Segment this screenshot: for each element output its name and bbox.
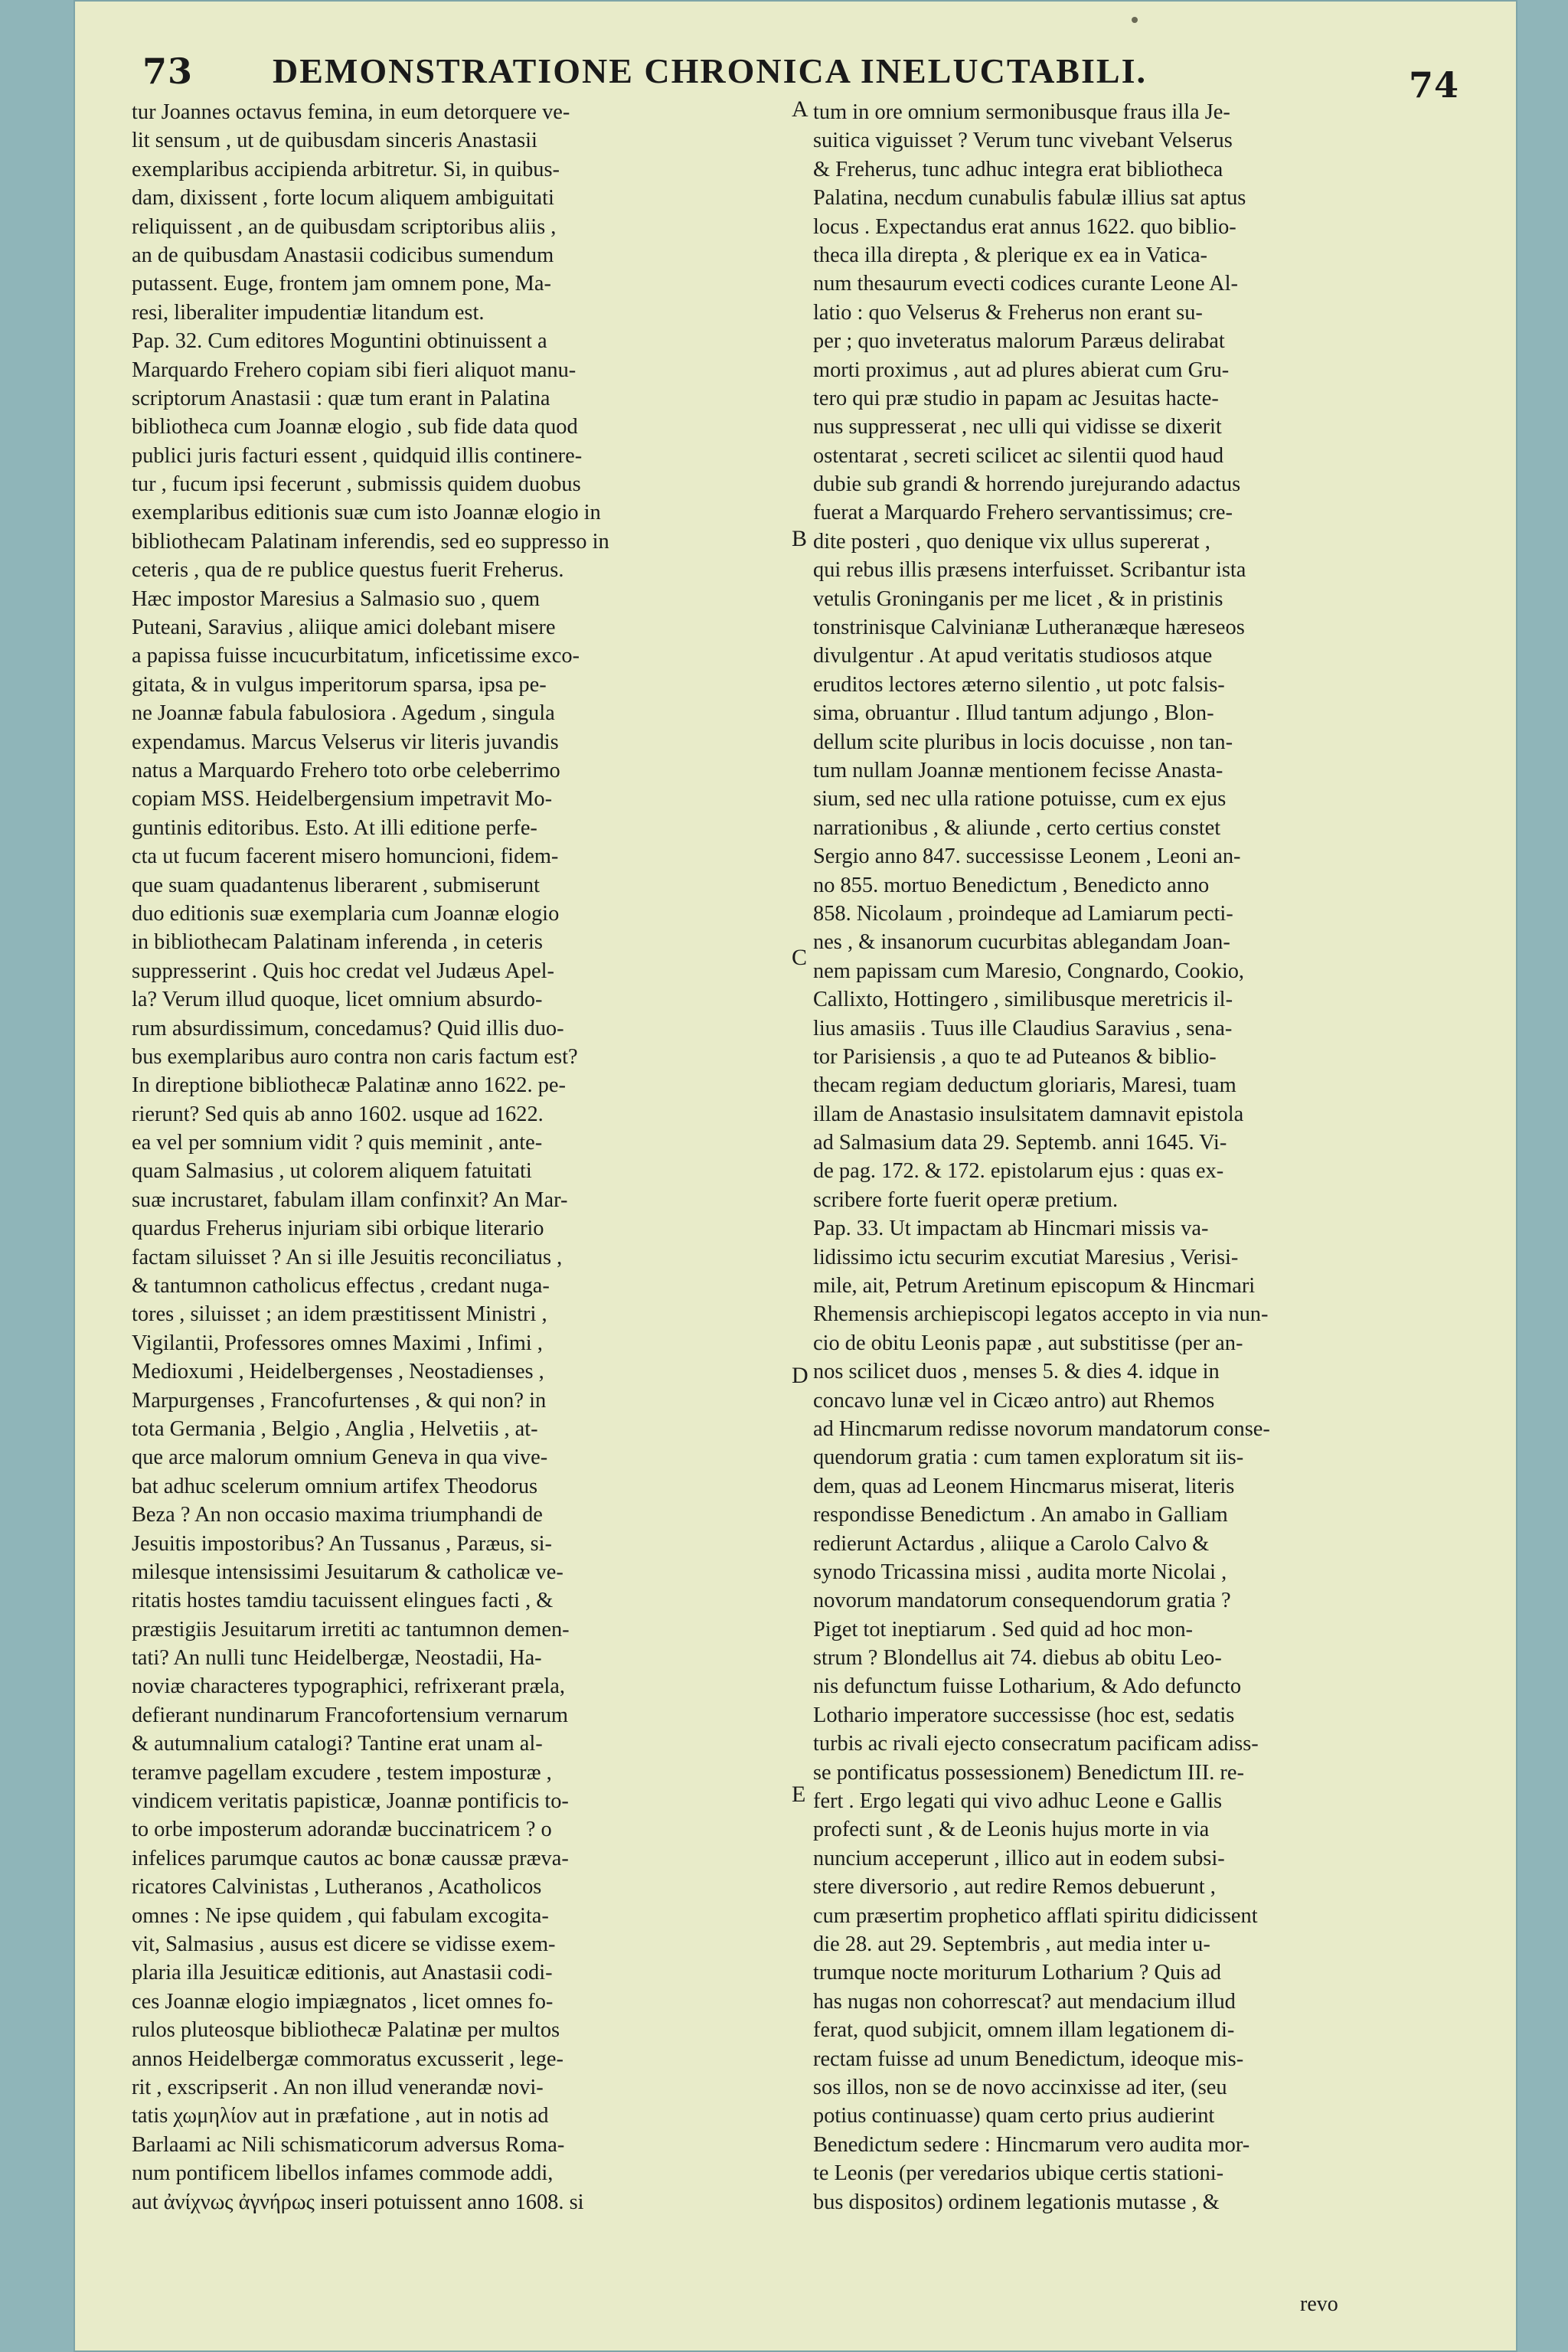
right-column-line: Pap. 33. Ut impactam ab Hincmari missis va- [813, 1217, 1209, 1241]
right-column-line: ferat, quod subjicit, omnem illam legationem di- [813, 2018, 1235, 2043]
left-column-line: Marpurgenses , Francofurtenses , & qui non? in [132, 1388, 547, 1413]
left-column-line: Hæc impostor Maresius a Salmasio suo , quem [132, 586, 541, 611]
right-column-line: divulgentur . At apud veritatis studiosos atque [813, 644, 1213, 668]
right-column-line: dubie sub grandi & horrendo jurejurando adactus [813, 472, 1241, 497]
right-column-line: scribere forte fuerit operæ pretium. [813, 1187, 1119, 1212]
right-column-line: ad Salmasium data 29. Septemb. anni 1645. Vi- [813, 1131, 1227, 1155]
left-page-number: 73 [142, 51, 194, 92]
left-column-line: ricatores Calvinistas , Lutheranos , Acatholicos [132, 1875, 542, 1900]
right-column-line: mile, ait, Petrum Aretinum episcopum & Hincmari [813, 1274, 1256, 1298]
left-column-line: tatis χωμηλίον aut in præfatione , aut in notis ad [132, 2104, 549, 2128]
right-column-line: ostentarat , secreti scilicet ac silentii quod haud [813, 443, 1224, 468]
right-column-line: lidissimo ictu securim excutiat Maresius , Verisi- [813, 1245, 1239, 1269]
right-column [813, 98, 1456, 2216]
right-column-line: stere diversorio , aut redire Remos debuerunt , [813, 1875, 1216, 1900]
right-column-line: fuerat a Marquardo Frehero servantissimus; cre- [813, 501, 1233, 525]
left-column-line: defierant nundinarum Francofortensium vernarum [132, 1703, 568, 1727]
right-column-line: 858. Nicolaum , proindeque ad Lamiarum pecti- [813, 901, 1233, 926]
left-column-line: a papissa fuisse incucurbitatum, inficetissime exco- [132, 644, 580, 668]
right-column-line: dellum scite pluribus in locis docuisse , non tan- [813, 730, 1233, 754]
left-column-line: gitata, & in vulgus imperitorum sparsa, ipsa pe- [132, 672, 547, 697]
left-column-line: copiam MSS. Heidelbergensium impetravit Mo- [132, 787, 553, 812]
left-column-line: Beza ? An non occasio maxima triumphandi de [132, 1503, 543, 1527]
left-column-line: que suam quadantenus liberarent , submiserunt [132, 873, 540, 897]
left-column-line: cta ut fucum facerent misero homuncioni, fidem- [132, 844, 559, 869]
right-column-line: sos illos, non se de novo accinxisse ad iter, (seu [813, 2075, 1227, 2099]
section-marker-b: B [792, 526, 808, 551]
right-column-line: quendorum gratia : cum tamen exploratum sit iis- [813, 1446, 1244, 1470]
section-marker-d: D [792, 1363, 808, 1388]
left-column-line: to orbe imposterum adorandæ buccinatricem ? o [132, 1818, 552, 1842]
right-column-line: te Leonis (per veredarios ubique certis stationi- [813, 2161, 1224, 2186]
left-column-line: ces Joannæ elogio impiægnatos , licet omnes fo- [132, 1989, 554, 2014]
left-column-line: Pap. 32. Cum editores Moguntini obtinuissent a [132, 329, 547, 354]
right-column-line: nuncium acceperunt , illico aut in eodem subsi- [813, 1846, 1225, 1870]
left-column-line: quardus Freherus injuriam sibi orbique literario [132, 1217, 544, 1241]
left-column-line: guntinis editoribus. Esto. At illi editione perfe- [132, 815, 537, 840]
right-column-line: redierunt Actardus , aliique a Carolo Calvo & [813, 1531, 1210, 1556]
right-column-line: Lothario imperatore successisse (hoc est, sedatis [813, 1703, 1235, 1727]
left-column-line: bibliotheca cum Joannæ elogio , sub fide data quod [132, 415, 578, 439]
left-column-line: rulos pluteosque bibliothecæ Palatinæ per multos [132, 2018, 560, 2043]
left-column-line: ea vel per somnium vidit ? quis meminit , ante- [132, 1131, 543, 1155]
right-column-line: eruditos lectores æterno silentio , ut potc falsis- [813, 672, 1225, 697]
left-column-line: vit, Salmasius , ausus est dicere se vidisse exem- [132, 1932, 556, 1956]
right-column-line: dem, quas ad Leonem Hincmarus miserat, literis [813, 1474, 1235, 1498]
right-page-number: 74 [1408, 64, 1459, 106]
left-column-line: Barlaami ac Nili schismaticorum adversus Roma- [132, 2132, 565, 2157]
right-column-line: tonstrinisque Calvinianæ Lutheranæque hæreseos [813, 616, 1245, 640]
right-column-line: nem papissam cum Maresio, Congnardo, Cookio, [813, 959, 1245, 983]
right-column-line: locus . Expectandus erat annus 1622. quo biblio- [813, 214, 1236, 239]
section-marker-e: E [792, 1782, 806, 1807]
left-column-line: in bibliothecam Palatinam inferenda , in ceteris [132, 930, 543, 955]
right-column-line: tor Parisiensis , a quo te ad Puteanos & biblio- [813, 1044, 1217, 1069]
left-column-line: noviæ characteres typographici, refrixerant præla, [132, 1674, 565, 1699]
right-column-line: per ; quo inveteratus malorum Paræus delirabat [813, 329, 1225, 354]
left-column-line: tota Germania , Belgio , Anglia , Helvetiis , at- [132, 1416, 538, 1441]
running-title: DEMONSTRATIONE CHRONICA INELUCTABILI. [273, 51, 1147, 90]
right-column-line: tero qui præ studio in papam ac Jesuitas hacte- [813, 386, 1219, 410]
right-column-line: morti proximus , aut ad plures abierat cum Gru- [813, 358, 1230, 382]
right-column-line: & Freherus, tunc adhuc integra erat bibliotheca [813, 157, 1223, 181]
right-column-line: narrationibus , & aliunde , certo certius constet [813, 815, 1221, 840]
left-column-line: milesque intensissimi Jesuitarum & catholicæ ve- [132, 1560, 564, 1584]
right-column-line: lius amasiis . Tuus ille Claudius Saravius , sena- [813, 1016, 1233, 1040]
left-column-line: ritatis hostes tamdiu tacuissent elingues facti , & [132, 1589, 554, 1613]
left-column-line: que arce malorum omnium Geneva in qua vive- [132, 1446, 548, 1470]
left-column-line: publici juris facturi essent , quidquid illis continere- [132, 443, 583, 468]
right-column-line: nis defunctum fuisse Lotharium, & Ado defuncto [813, 1674, 1242, 1699]
left-column-line: exemplaribus accipienda arbitretur. Si, in quibus- [132, 157, 560, 181]
right-column-line: nes , & insanorum cucurbitas ablegandam Joan- [813, 930, 1230, 955]
left-column-line: resi, liberaliter impudentiæ litandum est. [132, 300, 485, 325]
left-column-line: Jesuitis impostoribus? An Tussanus , Paræus, si- [132, 1531, 552, 1556]
left-column-line: Puteani, Saravius , aliique amici dolebant misere [132, 616, 556, 640]
left-column-line: & tantumnon catholicus effectus , credant nuga- [132, 1274, 550, 1298]
right-column-line: Rhemensis archiepiscopi legatos accepto in via nun- [813, 1302, 1269, 1327]
left-column-line: num pontificem libellos infames commode addi, [132, 2161, 554, 2186]
left-column-line: annos Heidelbergæ commoratus excusserit , lege- [132, 2047, 564, 2071]
right-column-line: sima, obruantur . Illud tantum adjungo , Blon- [813, 701, 1214, 726]
left-column-line: suæ incrustaret, fabulam illam confinxit? An Mar- [132, 1187, 568, 1212]
left-column-line: rierunt? Sed quis ab anno 1602. usque ad 1622. [132, 1102, 544, 1126]
left-column-line: scriptorum Anastasii : quæ tum erant in Palatina [132, 386, 550, 410]
left-column-line: quam Salmasius , ut colorem aliquem fatuitati [132, 1159, 532, 1184]
right-column-line: respondisse Benedictum . An amabo in Galliam [813, 1503, 1228, 1527]
left-column-line: ceteris , qua de re publice questus fuerit Freherus. [132, 558, 564, 583]
catchword: revo [1300, 2292, 1338, 2316]
right-column-line: suitica viguisset ? Verum tunc vivebant Velserus [813, 129, 1233, 153]
left-column-line: natus a Marquardo Frehero toto orbe celeberrimo [132, 758, 560, 782]
right-column-line: nos scilicet duos , menses 5. & dies 4. idque in [813, 1360, 1220, 1384]
right-column-line: potius continuasse) quam certo prius audierint [813, 2104, 1215, 2128]
right-column-line: se pontificatus possessionem) Benedictum III. re- [813, 1760, 1244, 1785]
right-column-line: sium, sed nec ulla ratione potuisse, cum ex ejus [813, 787, 1227, 812]
right-column-line: rectam fuisse ad unum Benedictum, ideoque mis- [813, 2047, 1244, 2071]
right-column-line: Benedictum sedere : Hincmarum vero audita mor- [813, 2132, 1250, 2157]
right-column-line: de pag. 172. & 172. epistolarum ejus : quas ex- [813, 1159, 1224, 1184]
left-column-line: dam, dixissent , forte locum aliquem ambiguitati [132, 186, 554, 211]
left-column-line: an de quibusdam Anastasii codicibus sumendum [132, 243, 554, 267]
left-column-line: rit , exscripserit . An non illud venerandæ novi- [132, 2075, 544, 2099]
right-column-line: Piget tot ineptiarum . Sed quid ad hoc mon- [813, 1617, 1193, 1642]
right-column-line: latio : quo Velserus & Freherus non erant su- [813, 300, 1203, 325]
running-header [142, 51, 1505, 104]
left-column-line: omnes : Ne ipse quidem , qui fabulam excogita- [132, 1903, 549, 1928]
right-column-line: cum præsertim prophetico afflati spiritu didicissent [813, 1903, 1258, 1928]
right-column-line: fert . Ergo legati qui vivo adhuc Leone e Gallis [813, 1789, 1223, 1814]
left-column [132, 98, 775, 2216]
right-column-line: concavo lunæ vel in Cicæo antro) aut Rhemos [813, 1388, 1215, 1413]
right-column-line: Palatina, necdum cunabulis fabulæ illius sat aptus [813, 186, 1246, 211]
right-column-line: turbis ac rivali ejecto consecratum pacificam adiss- [813, 1732, 1259, 1756]
section-marker-a: A [792, 96, 808, 122]
right-column-line: die 28. aut 29. Septembris , aut media inter u- [813, 1932, 1210, 1956]
right-column-line: synodo Tricassina missi , audita morte Nicolai , [813, 1560, 1227, 1584]
left-column-line: duo editionis suæ exemplaria cum Joannæ elogio [132, 901, 560, 926]
book-page [74, 0, 1517, 2352]
left-column-line: factam siluisset ? An si ille Jesuitis reconciliatus , [132, 1245, 563, 1269]
left-column-line: plaria illa Jesuiticæ editionis, aut Anastasii codi- [132, 1961, 553, 1985]
right-column-line: thecam regiam deductum gloriaris, Maresi, tuam [813, 1073, 1236, 1098]
right-column-line: illam de Anastasio insulsitatem damnavit epistola [813, 1102, 1244, 1126]
right-column-line: theca illa direpta , & plerique ex ea in Vatica- [813, 243, 1208, 267]
left-column-line: ne Joannæ fabula fabulosiora . Agedum , singula [132, 701, 555, 726]
left-column-line: tur Joannes octavus femina, in eum detorquere ve- [132, 100, 570, 124]
right-column-line: has nugas non cohorrescat? aut mendacium illud [813, 1989, 1236, 2014]
left-column-line: exemplaribus editionis suæ cum isto Joannæ elogio in [132, 501, 601, 525]
left-column-line: expendamus. Marcus Velserus vir literis juvandis [132, 730, 559, 754]
right-column-line: Sergio anno 847. successisse Leonem , Leoni an- [813, 844, 1241, 869]
right-column-line: tum in ore omnium sermonibusque fraus illa Je- [813, 100, 1230, 124]
right-column-line: dite posteri , quo denique vix ullus supererat , [813, 529, 1210, 554]
right-column-line: cio de obitu Leonis papæ , aut substitisse (per an- [813, 1331, 1243, 1355]
right-column-line: qui rebus illis præsens interfuisset. Scribantur ista [813, 558, 1246, 583]
left-column-line: bibliothecam Palatinam inferendis, sed eo suppresso in [132, 529, 609, 554]
ink-spot [1132, 17, 1138, 23]
right-column-line: tum nullam Joannæ mentionem fecisse Anasta- [813, 758, 1223, 782]
left-column-line: lit sensum , ut de quibusdam sinceris Anastasii [132, 129, 537, 153]
left-column-line: teramve pagellam excudere , testem imposturæ , [132, 1760, 552, 1785]
left-column-line: tores , siluisset ; an idem præstitissent Ministri , [132, 1302, 547, 1327]
left-column-line: bus exemplaribus auro contra non caris factum est? [132, 1044, 578, 1069]
left-column-line: la? Verum illud quoque, licet omnium absurdo- [132, 988, 543, 1012]
right-column-line: nus suppresserat , nec ulli qui vidisse se dixerit [813, 415, 1222, 439]
right-column-line: Callixto, Hottingero , similibusque meretricis il- [813, 988, 1233, 1012]
right-column-line: ad Hincmarum redisse novorum mandatorum conse- [813, 1416, 1270, 1441]
left-column-line: infelices parumque cautos ac bonæ caussæ præva- [132, 1846, 569, 1870]
left-column-line: tur , fucum ipsi fecerunt , submissis quidem duobus [132, 472, 581, 497]
left-column-line: præstigiis Jesuitarum irretiti ac tantumnon demen- [132, 1617, 570, 1642]
left-column-line: Marquardo Frehero copiam sibi fieri aliquot manu- [132, 358, 577, 382]
right-column-line: novorum mandatorum consequendorum gratia ? [813, 1589, 1231, 1613]
left-column-line: putassent. Euge, frontem jam omnem pone, Ma- [132, 272, 551, 296]
left-column-line: & autumnalium catalogi? Tantine erat unam al- [132, 1732, 543, 1756]
section-marker-c: C [792, 945, 808, 970]
left-column-line: vindicem veritatis papisticæ, Joannæ pontificis to- [132, 1789, 569, 1814]
right-column-line: num thesaurum evecti codices curante Leone Al- [813, 272, 1238, 296]
left-column-line: rum absurdissimum, concedamus? Quid illis duo- [132, 1016, 564, 1040]
left-column-line: In direptione bibliothecæ Palatinæ anno 1622. pe- [132, 1073, 566, 1098]
left-column-line: suppresserint . Quis hoc credat vel Judæus Apel- [132, 959, 554, 983]
left-column-line: Medioxumi , Heidelbergenses , Neostadienses , [132, 1360, 544, 1384]
right-column-line: no 855. mortuo Benedictum , Benedicto anno [813, 873, 1210, 897]
right-column-line: profecti sunt , & de Leonis hujus morte in via [813, 1818, 1210, 1842]
right-column-line: vetulis Groninganis per me licet , & in pristinis [813, 586, 1223, 611]
left-column-line: aut ἀνίχνως ἀγνήρως inseri potuissent anno 1608. si [132, 2190, 584, 2214]
left-column-line: tati? An nulli tunc Heidelbergæ, Neostadii, Ha- [132, 1646, 542, 1671]
right-column-line: strum ? Blondellus ait 74. diebus ab obitu Leo- [813, 1646, 1222, 1671]
left-column-line: bat adhuc scelerum omnium artifex Theodorus [132, 1474, 538, 1498]
right-column-line: trumque nocte moriturum Lotharium ? Quis ad [813, 1961, 1221, 1985]
right-column-line: bus dispositos) ordinem legationis mutasse , & [813, 2190, 1220, 2214]
left-column-line: reliquissent , an de quibusdam scriptoribus aliis , [132, 214, 557, 239]
left-column-line: Vigilantii, Professores omnes Maximi , Infimi , [132, 1331, 543, 1355]
